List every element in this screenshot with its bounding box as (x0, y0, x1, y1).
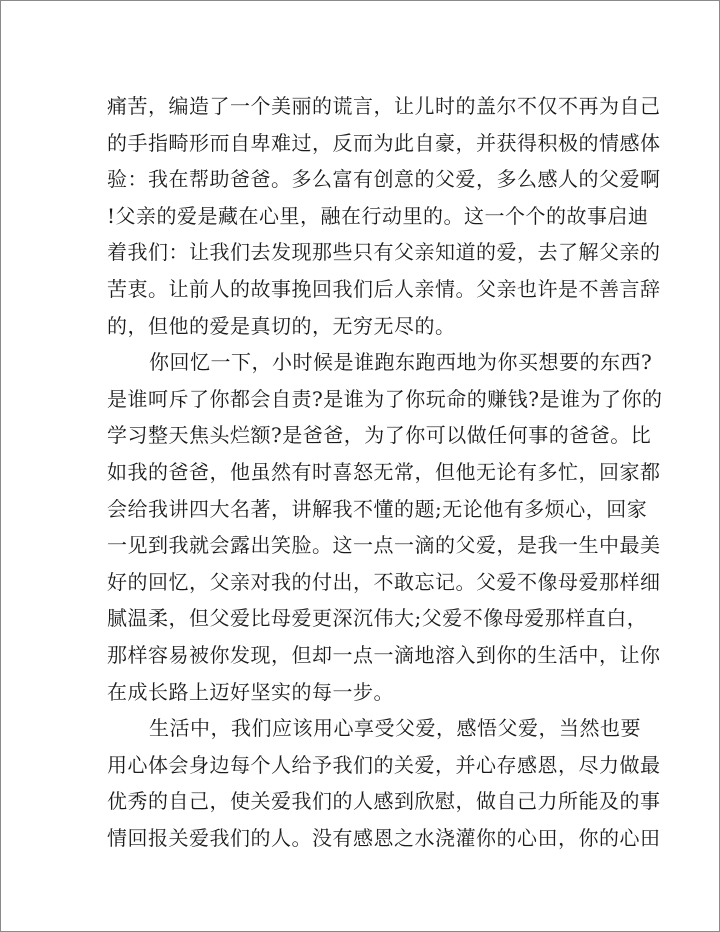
paragraph (107, 710, 661, 856)
text-line: 会给我讲四大名著，讲解我不懂的题;无论他有多烦心，回家 (107, 496, 648, 521)
text-line: 是谁呵斥了你都会自责?是谁为了你玩命的赚钱?是谁为了你的 (107, 386, 663, 411)
text-line: 学习整天焦头烂额?是爸爸，为了你可以做任何事的爸爸。比 (107, 423, 652, 448)
text-line: 在成长路上迈好坚实的每一步。 (107, 679, 394, 704)
paragraph (107, 344, 663, 710)
text-line: 情回报关爱我们的人。没有感恩之水浇灌你的心田，你的心田 (107, 825, 661, 850)
text-line: 的，但他的爱是真切的，无穷无尽的。 (107, 313, 456, 338)
text-line: !父亲的爱是藏在心里，融在行动里的。这一个个的故事启迪 (107, 203, 649, 228)
text-line: 痛苦，编造了一个美丽的谎言，让儿时的盖尔不仅不再为自己 (107, 94, 661, 118)
paragraph (107, 88, 661, 344)
text-line: 验：我在帮助爸爸。多么富有创意的父爱，多么感人的父爱啊 (107, 167, 661, 192)
text-line: 生活中，我们应该用心享受父爱，感悟父爱，当然也要 (149, 716, 641, 741)
text-line: 如我的爸爸，他虽然有时喜怒无常，但他无论有多忙，回家都 (107, 459, 661, 484)
text-line: 苦衷。让前人的故事挽回我们后人亲情。父亲也许是不善言辞 (107, 276, 661, 301)
text-line: 你回忆一下，小时候是谁跑东跑西地为你买想要的东西? (149, 350, 653, 375)
text-line: 腻温柔，但父爱比母爱更深沉伟大;父爱不像母爱那样直白， (107, 606, 648, 631)
text-line: 用心体会身边每个人给予我们的关爱，并心存感恩，尽力做最 (107, 752, 661, 777)
text-line: 好的回忆，父亲对我的付出，不敢忘记。父爱不像母爱那样细 (107, 569, 661, 594)
text-line: 着我们：让我们去发现那些只有父亲知道的爱，去了解父亲的 (107, 240, 661, 265)
text-line: 一见到我就会露出笑脸。这一点一滴的父爱，是我一生中最美 (107, 533, 661, 558)
text-line: 优秀的自己，使关爱我们的人感到欣慰，做自己力所能及的事 (107, 789, 661, 814)
document-body (107, 88, 663, 856)
text-line: 那样容易被你发现，但却一点一滴地溶入到你的生活中，让你 (107, 642, 661, 667)
text-line: 的手指畸形而自卑难过，反而为此自豪，并获得积极的情感体 (107, 130, 661, 155)
